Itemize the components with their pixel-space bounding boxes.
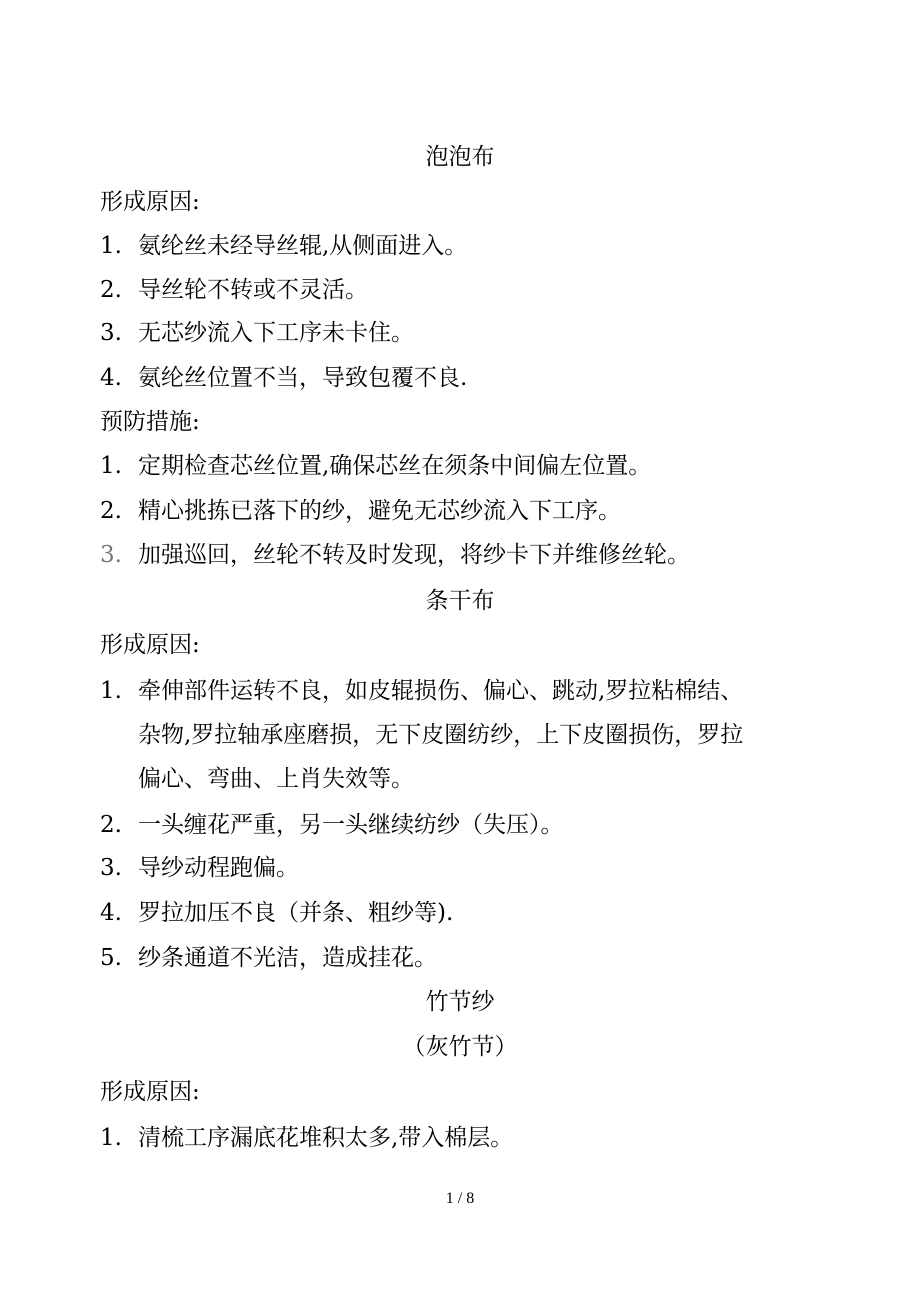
cause-heading: 形成原因: <box>100 1079 200 1105</box>
section-subtitle: （灰竹节） <box>402 1034 518 1060</box>
list-item <box>100 898 453 928</box>
list-item <box>100 1123 513 1153</box>
item-number: 3. <box>100 542 122 568</box>
item-text: 导丝轮不转或不灵活。 <box>138 277 368 303</box>
item-text: 加强巡回，丝轮不转及时发现，将纱卡下并维修丝轮。 <box>138 542 690 568</box>
list-item <box>100 318 414 348</box>
item-number: 4. <box>100 365 122 391</box>
item-text: 纱条通道不光洁，造成挂花。 <box>138 945 437 971</box>
item-number: 2. <box>100 277 122 303</box>
list-item <box>100 676 743 706</box>
list-item <box>100 540 690 570</box>
list-item <box>100 810 564 840</box>
item-text: 清梳工序漏底花堆积太多,带入棉层。 <box>138 1125 514 1151</box>
item-number: 4. <box>100 900 122 926</box>
list-item <box>100 363 467 393</box>
item-number: 3. <box>100 320 122 346</box>
item-text: 导纱动程跑偏。 <box>138 855 299 881</box>
item-text: 精心挑拣已落下的纱，避免无芯纱流入下工序。 <box>138 498 621 524</box>
item-number: 3. <box>100 855 122 881</box>
item-number: 1. <box>100 453 122 479</box>
item-number: 2. <box>100 498 122 524</box>
section-title-zhujiesha: 竹节纱 <box>425 989 495 1015</box>
list-item <box>100 451 651 481</box>
list-item <box>100 275 368 305</box>
item-text: 罗拉加压不良（并条、粗纱等). <box>138 900 454 926</box>
cause-heading: 形成原因: <box>100 189 200 215</box>
cause-heading: 形成原因: <box>100 632 200 658</box>
list-item <box>100 943 437 973</box>
item-text: 氨纶丝未经导丝辊,从侧面进入。 <box>138 233 468 259</box>
section-title-paopaobu: 泡泡布 <box>425 144 495 170</box>
list-item <box>100 496 621 526</box>
list-item-continuation: 偏心、弯曲、上肖失效等。 <box>138 766 414 792</box>
item-number: 1. <box>100 1125 122 1151</box>
item-text: 无芯纱流入下工序未卡住。 <box>138 320 414 346</box>
prevention-heading: 预防措施: <box>100 409 200 435</box>
page-number: 1 / 8 <box>445 1190 475 1207</box>
item-text: 氨纶丝位置不当，导致包覆不良. <box>138 365 468 391</box>
item-number: 1. <box>100 678 122 704</box>
list-item-continuation: 杂物,罗拉轴承座磨损，无下皮圈纺纱，上下皮圈损伤，罗拉 <box>138 722 744 748</box>
list-item <box>100 853 299 883</box>
item-text: 一头缠花严重，另一头继续纺纱（失压）。 <box>138 812 564 838</box>
item-number: 5. <box>100 945 122 971</box>
item-number: 1. <box>100 233 122 259</box>
section-title-tiaoganbu: 条干布 <box>425 588 495 614</box>
item-text: 定期检查芯丝位置,确保芯丝在须条中间偏左位置。 <box>138 453 652 479</box>
item-text: 牵伸部件运转不良，如皮辊损伤、偏心、跳动,罗拉粘棉结、 <box>138 678 744 704</box>
list-item <box>100 231 467 261</box>
item-number: 2. <box>100 812 122 838</box>
